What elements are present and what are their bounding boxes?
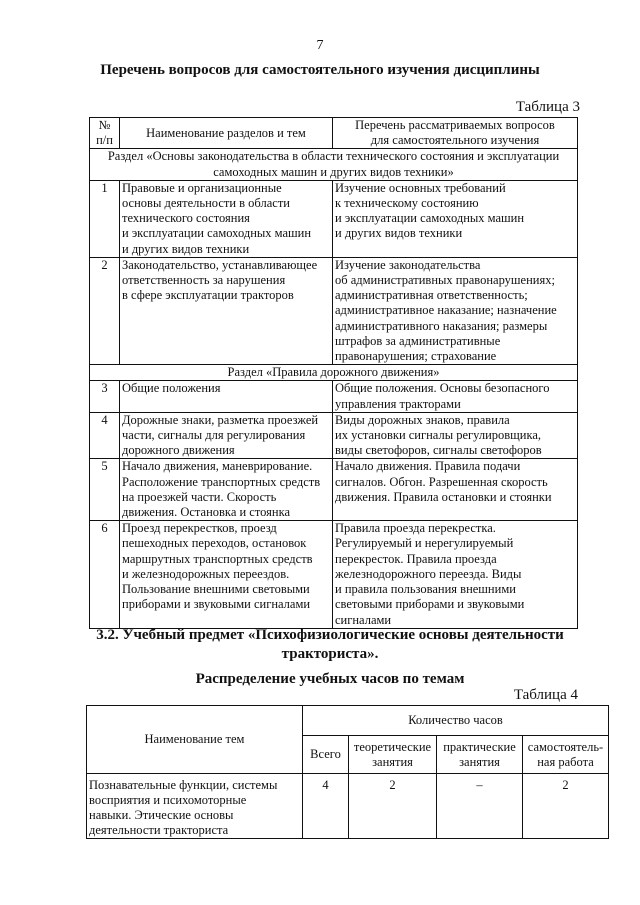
row-number: 4 <box>90 412 120 459</box>
table-row <box>90 412 578 459</box>
table-row <box>90 180 578 257</box>
row-name: Познавательные функции, системы восприятия и психомоторные навыки. Этические основы деятельности тракториста <box>87 774 303 839</box>
row-total: 4 <box>303 774 349 839</box>
row-self-study: 2 <box>523 774 609 839</box>
section-traffic-rules: Раздел «Правила дорожного движения» <box>90 365 578 381</box>
section-row <box>90 149 578 180</box>
header-num: № п/п <box>90 118 120 149</box>
row-topics: Изучение законодательства об административных правонарушениях; административная ответственность; административное наказание; назначение административного наказания; размеры штрафов за административные правонарушения; страхование <box>333 257 578 364</box>
row-number: 6 <box>90 521 120 628</box>
row-name: Дорожные знаки, разметка проезжей части, сигналы для регулирования дорожного движения <box>120 412 333 459</box>
document-title: Перечень вопросов для самостоятельного изучения дисциплины <box>100 62 540 78</box>
row-topics: Начало движения. Правила подачи сигналов. Обгон. Разрешенная скорость движения. Правила остановки и стоянки <box>333 459 578 521</box>
table-row <box>87 774 609 839</box>
header-hours: Количество часов <box>303 706 609 736</box>
row-name: Начало движения, маневрирование. Расположение транспортных средств на проезжей части. Скорость движения. Остановка и стоянка <box>120 459 333 521</box>
table-row <box>90 257 578 364</box>
row-number: 5 <box>90 459 120 521</box>
table-header-row <box>90 118 578 149</box>
row-name: Проезд перекрестков, проезд пешеходных переходов, остановок маршрутных транспортных средств и железнодорожных переездов. Пользование внешними световыми приборами и звуковыми сигналами <box>120 521 333 628</box>
subject-heading: 3.2. Учебный предмет «Психофизиологические основы деятельности тракториста». <box>96 627 564 662</box>
hours-table <box>86 705 609 839</box>
table4-caption: Таблица 4 <box>513 687 578 703</box>
row-theory: 2 <box>349 774 437 839</box>
distribution-heading: Распределение учебных часов по темам <box>195 671 465 687</box>
table-row <box>90 459 578 521</box>
row-name: Общие положения <box>120 381 333 412</box>
header-theory: теоретические занятия <box>349 736 437 774</box>
header-topics: Перечень рассматриваемых вопросов для самостоятельного изучения <box>333 118 578 149</box>
row-name: Правовые и организационные основы деятельности в области технического состояния и эксплуатации самоходных машин и других видов техники <box>120 180 333 257</box>
header-total: Всего <box>303 736 349 774</box>
row-topics: Общие положения. Основы безопасного управления тракторами <box>333 381 578 412</box>
row-practice: – <box>437 774 523 839</box>
row-number: 1 <box>90 180 120 257</box>
section-row <box>90 365 578 381</box>
header-practice: практические занятия <box>437 736 523 774</box>
row-name: Законодательство, устанавливающее ответственность за нарушения в сфере эксплуатации тракторов <box>120 257 333 364</box>
row-number: 2 <box>90 257 120 364</box>
table3-caption: Таблица 3 <box>515 99 580 115</box>
row-topics: Правила проезда перекрестка. Регулируемый и нерегулируемый перекресток. Правила проезда железнодорожного переезда. Виды и правила пользования внешними световыми приборами и звуковыми сигналами <box>333 521 578 628</box>
page-number: 7 <box>316 38 324 53</box>
row-number: 3 <box>90 381 120 412</box>
questions-table <box>89 117 578 629</box>
table-row <box>90 521 578 628</box>
row-topics: Изучение основных требований к техническому состоянию и эксплуатации самоходных машин и других видов техники <box>333 180 578 257</box>
section-legislation: Раздел «Основы законодательства в области технического состояния и эксплуатации самоходных машин и других видов техники» <box>90 149 578 180</box>
header-topic-name: Наименование тем <box>87 706 303 774</box>
row-topics: Виды дорожных знаков, правила их установки сигналы регулировщика, виды светофоров, сигналы светофоров <box>333 412 578 459</box>
table-row <box>90 381 578 412</box>
table-header-row <box>87 706 609 736</box>
header-self-study: самостоятель- ная работа <box>523 736 609 774</box>
header-name: Наименование разделов и тем <box>120 118 333 149</box>
